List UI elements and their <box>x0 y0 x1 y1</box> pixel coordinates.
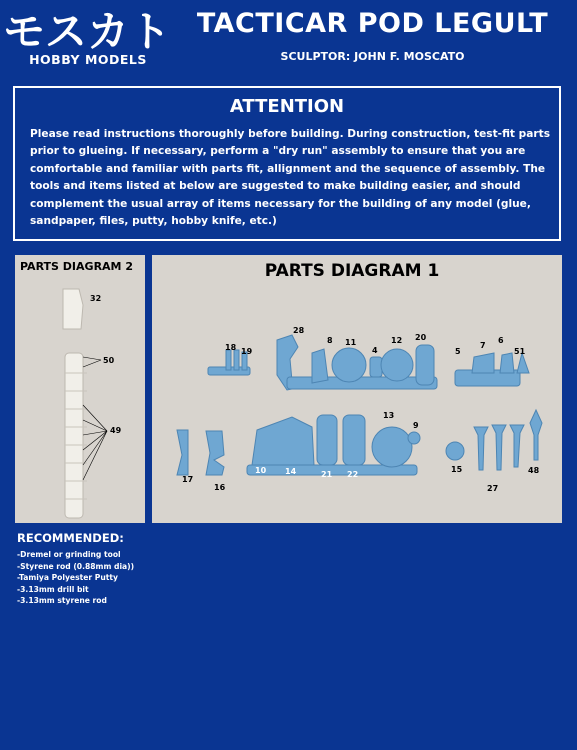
part-label-19: 19 <box>241 347 253 356</box>
part-label-9: 9 <box>413 421 419 430</box>
part-label-28: 28 <box>293 326 305 335</box>
part-label-7: 7 <box>480 341 486 350</box>
logo-subtitle: HOBBY MODELS <box>29 52 147 67</box>
list-item: -Styrene rod (0.88mm dia)) <box>17 561 135 571</box>
part-label-27: 27 <box>487 484 499 493</box>
part-label-49: 49 <box>110 426 122 435</box>
clear-parts-illustration <box>15 255 145 523</box>
part-label-50: 50 <box>103 356 115 365</box>
sculptor-credit: SCULPTOR: JOHN F. MOSCATO <box>280 50 465 63</box>
part-label-32: 32 <box>90 294 102 303</box>
part-label-12: 12 <box>391 336 403 345</box>
part-label-6: 6 <box>498 336 504 345</box>
part-label-4: 4 <box>372 346 378 355</box>
recommended-title: RECOMMENDED: <box>17 531 124 545</box>
moscato-logo-icon <box>2 4 172 56</box>
part-label-16: 16 <box>214 483 226 492</box>
list-item: -3.13mm drill bit <box>17 584 89 594</box>
part-label-22: 22 <box>347 470 359 479</box>
part-label-21: 21 <box>321 470 333 479</box>
list-item: -Dremel or grinding tool <box>17 550 121 559</box>
part-label-15: 15 <box>451 465 463 474</box>
part-label-14: 14 <box>285 467 297 476</box>
part-label-20: 20 <box>415 333 427 342</box>
part-label-10: 10 <box>255 466 267 475</box>
parts-diagram-2-title: PARTS DIAGRAM 2 <box>20 260 133 273</box>
part-label-18: 18 <box>225 343 237 352</box>
part-label-13: 13 <box>383 411 395 420</box>
parts-diagram-1-title: PARTS DIAGRAM 1 <box>264 261 440 281</box>
list-item: -Tamiya Polyester Putty <box>17 573 118 583</box>
list-item: -3.13mm styrene rod <box>17 596 107 606</box>
part-label-48: 48 <box>528 466 540 475</box>
attention-body: Please read instructions thoroughly before building. During construction, test-fit parts prior to glueing. If necessary, perform a "dry run" assembly to ensure that you are comfortable and familiar with parts fit, allignment and the sequence of assembly. The tools and items listed at below are suggested to make building easier, and should complement the usual array of items necessary for the building of any model (glue, sandpaper, files, putty, hobby knife, etc.) <box>30 128 550 228</box>
part-label-5: 5 <box>455 347 461 356</box>
recommended-list <box>17 549 134 607</box>
attention-title: ATTENTION <box>229 96 345 117</box>
logo-brand-text: モスカト <box>2 7 172 56</box>
part-label-8: 8 <box>327 336 333 345</box>
page-title: TACTICAR POD LEGULT <box>196 8 549 39</box>
part-label-51: 51 <box>514 347 526 356</box>
part-label-17: 17 <box>182 475 194 484</box>
part-label-11: 11 <box>345 338 357 347</box>
